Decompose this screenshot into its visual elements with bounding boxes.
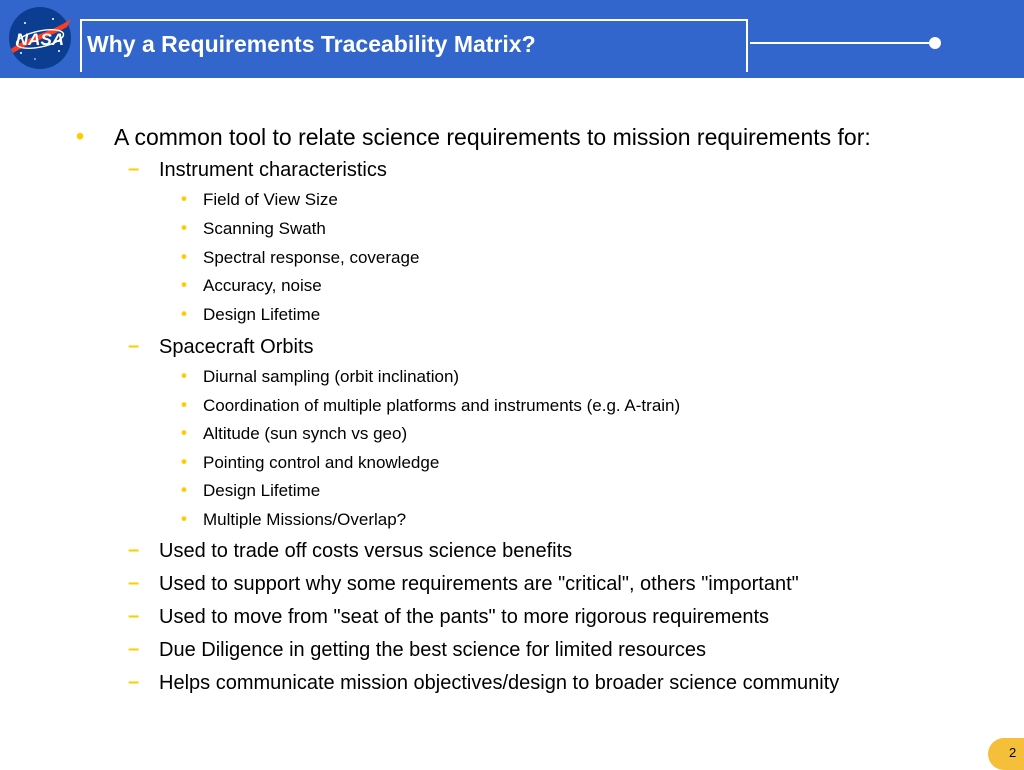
use-item: Used to trade off costs versus science benefits bbox=[159, 540, 573, 562]
page-number-badge bbox=[988, 738, 1024, 770]
bullet-dot-icon: • bbox=[181, 366, 187, 385]
list-item: Design Lifetime bbox=[203, 305, 321, 324]
slide-title: Why a Requirements Traceability Matrix? bbox=[87, 31, 536, 57]
bullet-dot-icon: • bbox=[181, 509, 187, 528]
use-item: Used to move from "seat of the pants" to more rigorous requirements bbox=[159, 606, 770, 628]
dash-icon: – bbox=[128, 605, 140, 627]
dash-icon: – bbox=[128, 539, 140, 561]
list-item: Multiple Missions/Overlap? bbox=[203, 510, 407, 529]
list-item: Field of View Size bbox=[203, 190, 338, 209]
list-item: Diurnal sampling (orbit inclination) bbox=[203, 367, 460, 386]
list-item: Accuracy, noise bbox=[203, 276, 322, 295]
lead-bullet: A common tool to relate science requirements to mission requirements for: bbox=[114, 124, 871, 150]
use-item: Due Diligence in getting the best science for limited resources bbox=[159, 639, 706, 661]
bullet-dot-icon: • bbox=[181, 189, 187, 208]
dash-icon: – bbox=[128, 671, 140, 693]
bullet-dot-icon: • bbox=[181, 275, 187, 294]
bullet-dot-icon: • bbox=[181, 452, 187, 471]
dash-icon: – bbox=[128, 335, 140, 357]
dash-icon: – bbox=[128, 638, 140, 660]
use-item: Helps communicate mission objectives/design to broader science community bbox=[159, 672, 840, 694]
page-number: 2 bbox=[1009, 745, 1017, 760]
bullet-dot-icon: • bbox=[76, 123, 85, 149]
dash-icon: – bbox=[128, 572, 140, 594]
list-item: Spectral response, coverage bbox=[203, 248, 420, 267]
list-item: Design Lifetime bbox=[203, 481, 321, 500]
list-item: Coordination of multiple platforms and instruments (e.g. A-train) bbox=[203, 396, 681, 415]
bullet-dot-icon: • bbox=[181, 304, 187, 323]
list-item: Pointing control and knowledge bbox=[203, 453, 440, 472]
bullet-dot-icon: • bbox=[181, 480, 187, 499]
bullet-dot-icon: • bbox=[181, 218, 187, 237]
use-item: Used to support why some requirements are "critical", others "important" bbox=[159, 573, 799, 595]
bullet-dot-icon: • bbox=[181, 395, 187, 414]
bullet-dot-icon: • bbox=[181, 423, 187, 442]
bullet-dot-icon: • bbox=[181, 247, 187, 266]
instrument-heading: Instrument characteristics bbox=[159, 159, 387, 181]
list-item: Scanning Swath bbox=[203, 219, 326, 238]
dash-icon: – bbox=[128, 158, 140, 180]
list-item: Altitude (sun synch vs geo) bbox=[203, 424, 408, 443]
logo-text: NASA bbox=[15, 30, 65, 49]
orbits-heading: Spacecraft Orbits bbox=[159, 336, 314, 358]
